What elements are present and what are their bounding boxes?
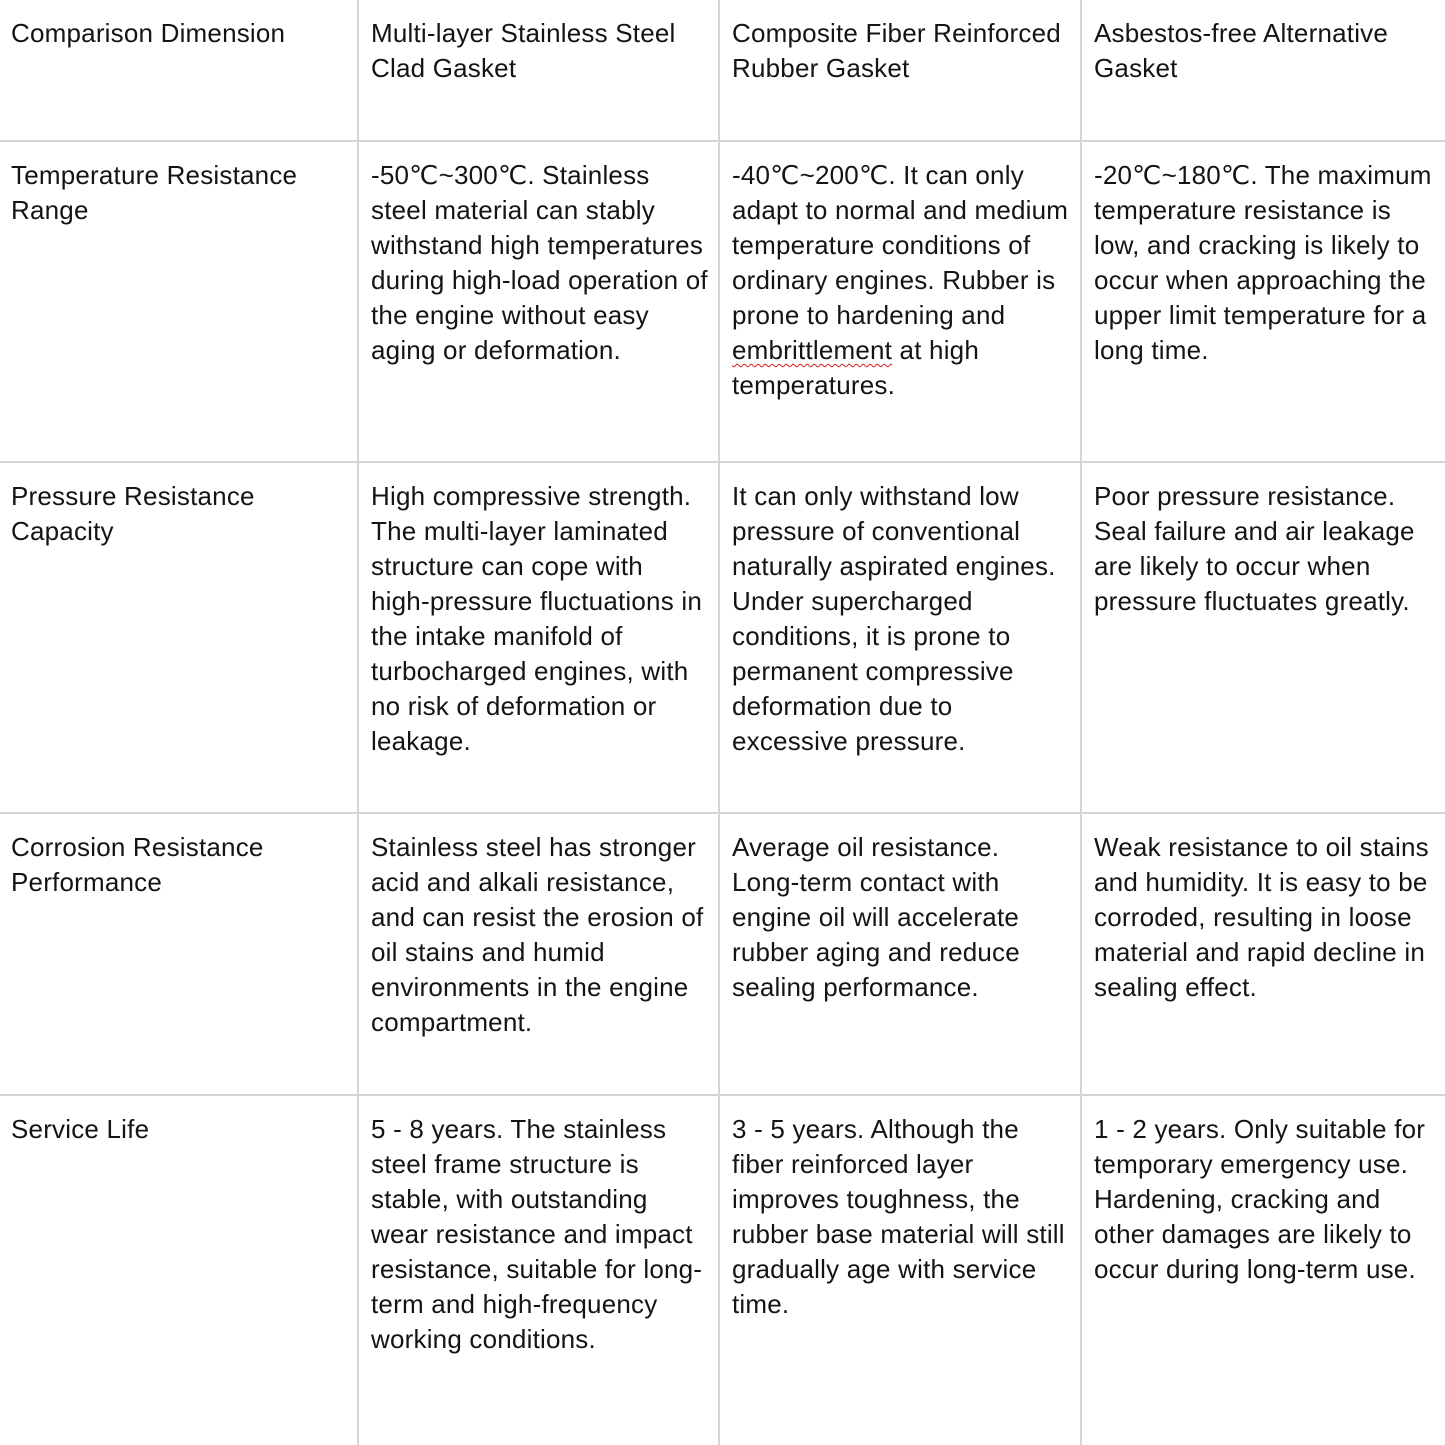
header-fiber-rubber-gasket: Composite Fiber Reinforced Rubber Gasket <box>719 0 1081 141</box>
row-dimension-temperature: Temperature Resistance Range <box>0 141 358 462</box>
header-stainless-steel-gasket: Multi-layer Stainless Steel Clad Gasket <box>358 0 719 141</box>
cell-service-life-asbestos-free: 1 - 2 years. Only suitable for temporary emergency use. Hardening, cracking and other damages are likely to occur during long-term use. <box>1081 1095 1445 1445</box>
table-row <box>0 1095 1445 1445</box>
table-row <box>0 462 1445 813</box>
header-row <box>0 0 1445 141</box>
cell-temperature-stainless: -50℃~300℃. Stainless steel material can stably withstand high temperatures during high-load operation of the engine without easy aging or deformation. <box>358 141 719 462</box>
table-row <box>0 813 1445 1095</box>
cell-temperature-asbestos-free: -20℃~180℃. The maximum temperature resistance is low, and cracking is likely to occur when approaching the upper limit temperature for a long time. <box>1081 141 1445 462</box>
table-row <box>0 141 1445 462</box>
cell-service-life-stainless: 5 - 8 years. The stainless steel frame structure is stable, with outstanding wear resistance and impact resistance, suitable for long-term and high-frequency working conditions. <box>358 1095 719 1445</box>
row-dimension-pressure: Pressure Resistance Capacity <box>0 462 358 813</box>
cell-pressure-stainless: High compressive strength. The multi-layer laminated structure can cope with high-pressure fluctuations in the intake manifold of turbocharged engines, with no risk of deformation or leakage. <box>358 462 719 813</box>
cell-pressure-fiber-rubber: It can only withstand low pressure of conventional naturally aspirated engines. Under supercharged conditions, it is prone to permanent compressive deformation due to excessive pressure. <box>719 462 1081 813</box>
cell-pressure-asbestos-free: Poor pressure resistance. Seal failure and air leakage are likely to occur when pressure fluctuates greatly. <box>1081 462 1445 813</box>
header-asbestos-free-gasket: Asbestos-free Alternative Gasket <box>1081 0 1445 141</box>
cell-corrosion-fiber-rubber: Average oil resistance. Long-term contact with engine oil will accelerate rubber aging and reduce sealing performance. <box>719 813 1081 1095</box>
row-dimension-corrosion: Corrosion Resistance Performance <box>0 813 358 1095</box>
row-dimension-service-life: Service Life <box>0 1095 358 1445</box>
cell-temperature-fiber-rubber <box>719 141 1081 462</box>
cell-text: at high temperatures. <box>732 335 979 400</box>
spellcheck-flagged-word[interactable]: embrittlement <box>732 335 893 365</box>
cell-corrosion-stainless: Stainless steel has stronger acid and alkali resistance, and can resist the erosion of oil stains and humid environments in the engine compartment. <box>358 813 719 1095</box>
cell-text: -40℃~200℃. It can only adapt to normal and medium temperature conditions of ordinary engines. Rubber is prone to hardening and <box>732 160 1069 330</box>
cell-service-life-fiber-rubber: 3 - 5 years. Although the fiber reinforced layer improves toughness, the rubber base material will still gradually age with service time. <box>719 1095 1081 1445</box>
header-dimension: Comparison Dimension <box>0 0 358 141</box>
cell-corrosion-asbestos-free: Weak resistance to oil stains and humidity. It is easy to be corroded, resulting in loose material and rapid decline in sealing effect. <box>1081 813 1445 1095</box>
